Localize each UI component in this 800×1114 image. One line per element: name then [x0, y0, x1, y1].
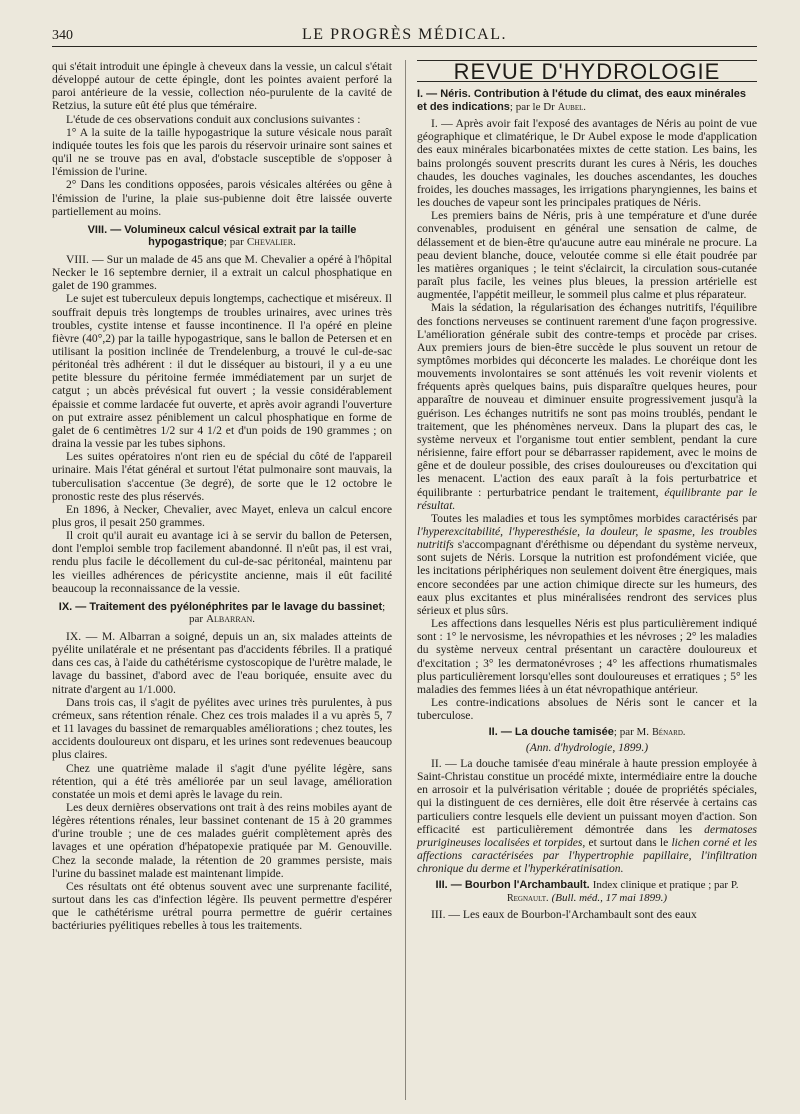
- paragraph: VIII. — Sur un malade de 45 ans que M. Chevalier a opéré à l'hôpital Necker le 16 septembre dernier, il a extrait un calcul phosphatique en galet de 190 grammes.: [52, 252, 392, 293]
- paragraph: Les deux dernières observations ont trait à des reins mobiles ayant de légères rétentions rénales, leur bassinet contenant de 15 à 20 grammes d'urine trouble ; une de ces malades guérit complètement après des lavages et une opération d'hépatopexie pratiquée par M. Genouville. Chez la seconde malade, la rétention de 20 grammes persiste, mais l'urine du bassinet malade est maintenant limpide.: [52, 800, 392, 880]
- page-header: [52, 22, 757, 47]
- author-name: Chevalier.: [246, 236, 296, 249]
- paragraph: Les contre-indications absolues de Néris sont le cancer et la tuberculose.: [417, 696, 757, 723]
- citation-text: (Ann. d'hydrologie, 1899.): [525, 740, 649, 754]
- paragraph: [417, 512, 757, 617]
- author-name: Bénard.: [652, 727, 686, 739]
- section-title: VIII. — Volumineux calcul vésical extrait par la taille hypogastrique: [87, 223, 357, 249]
- left-column: [52, 60, 392, 933]
- journal-title: LE PROGRÈS MÉDICAL.: [302, 26, 507, 43]
- right-column: [417, 60, 757, 922]
- paragraph: III. — Les eaux de Bourbon-l'Archambault sont des eaux: [431, 908, 697, 922]
- paragraph: Les suites opératoires n'ont rien eu de spécial du côté de l'appareil urinaire. Mais l'état général et surtout l'état pulmonaire sont mauvais, la tuberculisation s'accentue (3e degré), de sorte que le 12 octobre le pronostic reste des plus réservés.: [52, 450, 392, 503]
- section-heading-ii: [417, 726, 757, 740]
- paragraph: Dans trois cas, il s'agit de pyélites avec urines très purulentes, à pus crémeux, sans rétention rénale. Chez ces trois malades il a vu après 5, 7 et 11 lavages du bassinet de remarquables améliorations ; chez toutes, les accidents douloureux ont disparu, et les urines sont redevenues beaucoup plus claires.: [52, 695, 392, 762]
- section-heading-i: [417, 88, 757, 114]
- byline: ; par: [223, 236, 244, 249]
- paragraph: 2° Dans les conditions opposées, parois vésicales altérées ou gêne à l'émission de l'urine, la plaie sus-pubienne doit être laissée ouverte partiellement au moins.: [52, 178, 392, 218]
- emphasis: équilibrante par le résultat.: [417, 485, 757, 512]
- byline: ; par le Dr: [509, 100, 555, 113]
- section-heading-iii: [417, 879, 757, 905]
- emphasis: l'hyperexcitabilité, l'hyperesthésie, la douleur, le spasme, les troubles nutritifs: [417, 525, 757, 552]
- section-title: II. — La douche tamisée: [488, 726, 614, 739]
- paragraph: Chez une quatrième malade il s'agit d'une pyélite légère, sans rétention, qui a été très améliorée par un seul lavage, amélioration constatée un mois et demi après le lavage du rein.: [52, 761, 392, 801]
- author-name: Aubel.: [557, 101, 586, 113]
- byline: ; par M.: [613, 726, 650, 739]
- page-number: 340: [52, 28, 73, 43]
- section-heading-ix: [52, 601, 392, 626]
- paragraph: Les premiers bains de Néris, pris à une température et d'une durée convenables, produisent en général une sensation de calme, de délassement et de bien-être qu'aucune autre eau minérale ne procure. La peau devient blanche, douce, veloutée comme si elle était poudrée par les matières organiques ; le teint s'éclaircit, la circulation sous-cutanée paraît plus facile, les veines plus bleues, la pression artérielle est augmentée, l'appétit meilleur, le sommeil plus calme et plus réparateur.: [417, 209, 757, 302]
- author-name: Albarran.: [206, 613, 256, 626]
- subtitle: Index clinique et pratique ; par P.: [592, 879, 739, 892]
- text-run: Mais la sédation, la régularisation des échanges nutritifs, l'équilibre des fonctions nerveuses se continuent rarement d'une façon progressive. L'amélioration générale subit des contre-temps et procède par crises. Aux premiers jours de bien-être succède le plus souvent un retour de symptômes morbides qui déconcerte les malades. Le choréique dont les mouvements involontaires se sont atténués les voit revenir violents et fréquents après quelques bains, puis disparaître quelques heures, pour apparaître de nouveau et diminuer ensuite progressivement jusqu'à la guérison. Les échanges nutritifs ne sont pas moins troublés, pendant le traitement, que les phénomènes nerveux. Dans la plupart des cas, le système nerveux et l'organisme tout entier semblent, pendant la cure nérisienne, faire effort pour se débarrasser rapidement, avec le moins de gêne et de douleur possible, des crises douloureuses ou d'excitation qui les menacent. L'action des eaux paraît à la fois perturbatrice et équilibrante : perturbatrice pendant le traitement,: [417, 301, 757, 499]
- paragraph: qui s'était introduit une épingle à cheveux dans la vessie, un calcul s'était développé autour de cette épingle, dont les pointes avaient perforé la paroi antérieure de la vessie, collection néo-purulente de la cavité de Retzius, la suture eût été plus que téméraire.: [52, 60, 392, 113]
- author-name: Regnault.: [506, 892, 549, 904]
- revue-title: REVUE D'HYDROLOGIE: [417, 60, 757, 82]
- paragraph: Il croit qu'il aurait eu avantage ici à se servir du ballon de Petersen, dont l'emploi semble trop facilement abandonné. Il n'eût pas, il est vrai, rendu plus facile le décollement du cul-de-sac péritonéal, maintenu par les vieilles adhérences de péricystite ancienne, mais il eût facilité beaucoup la reconnaissance de la vessie.: [52, 529, 392, 595]
- paragraph: I. — Après avoir fait l'exposé des avantages de Néris au point de vue géographique et climatérique, le Dr Aubel expose le mode d'application des eaux minérales bicarbonatées mixtes de cette station. Les bains, les bains prolongés souvent prescrits durant les cures à Néris, les douches chaudes, les douches vaginales, les douches ascendantes, les douches froides, les douches massages, les irrigations pharyngiennes, les bains et les douches de vapeur sont les principales pratiques de Néris.: [417, 117, 757, 210]
- section-title: IX. — Traitement des pyélonéphrites par le lavage du bassinet: [58, 600, 383, 613]
- paragraph: Ces résultats ont été obtenus souvent avec une surprenante facilité, surtout dans les cas d'infection légère. Ils peuvent permettre d'espérer que le cathétérisme urétral pourra permettre de guérir certaines bactériuries pyélitiques rebelles à tous les traitements.: [52, 879, 392, 933]
- paragraph: En 1896, à Necker, Chevalier, avec Mayet, enleva un calcul encore plus gros, il pesait 250 grammes.: [52, 502, 392, 529]
- text-run: s'accompagnant d'éréthisme ou dépendant du système nerveux, sont sujets de Néris. Lorsque la nutrition est profondément viciée, que les incitations périphériques non seulement doivent être énergiques, mais encore secondées par une action chimique directe sur les humeurs, des eaux plus excitantes et plus minéralisées rendront des services plus sérieux et plus sûrs.: [417, 538, 757, 617]
- citation: [417, 741, 757, 754]
- byline: ; par: [188, 600, 386, 626]
- paragraph: L'étude de ces observations conduit aux conclusions suivantes :: [66, 112, 361, 126]
- text-run: et surtout dans le: [588, 835, 669, 849]
- paragraph: [417, 301, 757, 512]
- section-title: III. — Bourbon l'Archambault.: [435, 879, 590, 892]
- emphasis: dermatoses prurigineuses localisées et torpides,: [417, 822, 757, 849]
- citation-text: (Bull. méd., 17 mai 1899.): [551, 891, 668, 904]
- column-divider: [405, 60, 406, 1100]
- section-heading-viii: [52, 224, 392, 249]
- text-run: II. — La douche tamisée d'eau minérale à haute pression employée à Saint-Christau constitue un procédé mixte, intermédiaire entre la douche en arrosoir et la pulvérisation véritable ; douée de propriétés spéciales, qui la distinguent de ces dernières, elle doit être réservée à certains cas particuliers contre lesquels elle devient un puissant moyen d'action. Son efficacité est particulièrement démontrée dans les: [417, 757, 757, 836]
- paragraph: 1° A la suite de la taille hypogastrique la suture vésicale nous paraît indiquée toutes les fois que les parois du réservoir urinaire sont saines et qu'il ne se trouve pas en aval, d'obstacle susceptible de s'opposer à l'émission de l'urine.: [52, 125, 392, 179]
- text-run: Toutes les maladies et tous les symptômes morbides caractérisés par: [431, 511, 757, 525]
- section-title: I. — Néris. Contribution à l'étude du climat, des eaux minérales et des indications: [417, 88, 747, 113]
- paragraph: [417, 757, 757, 875]
- paragraph: IX. — M. Albarran a soigné, depuis un an, six malades atteints de pyélite unilatérale et ne présentant pas d'accidents fébriles. Il a pratiqué dans ces cas, à l'aide du cathétérisme cystoscopique de l'urètre malade, le lavage du bassinet, d'abord avec de l'eau boriquée, ensuite avec du nitrate d'argent au 1/1.000.: [52, 629, 392, 696]
- emphasis: lichen corné et les affections caractérisées par l'hypertrophie papillaire, l'infiltration chronique du derme et l'hyperkératinisation.: [417, 835, 757, 876]
- paragraph: Les affections dans lesquelles Néris est plus particulièrement indiqué sont : 1° le nervosisme, les névropathies et les névroses ; 2° les maladies du système nerveux central présentant un caractère douloureux et d'excitation ; 3° les dermatonévroses ; 4° les affections rhumatismales plus particulièrement lorsqu'elles sont douloureuses et erratiques ; 5° les maladies des femmes liées à un état névropathique antérieur.: [417, 617, 757, 696]
- paragraph: Le sujet est tuberculeux depuis longtemps, cachectique et miséreux. Il souffrait depuis très longtemps de troubles urinaires, avec urines très troubles, cystite intense et fausse incontinence. Il l'a opéré en pleine fièvre (40°,2) par la taille hypogastrique, sans le ballon de Petersen et en utilisant la position inclinée de Trendelenburg, a trouvé le cul-de-sac péritonéal très adhérent : il dut le disséquer au bistouri, il y a eu une petite blessure du péritoine fermée immédiatement par un surjet de catgut ; un abcès prévésical fut ouvert ; la vessie considérablement épaissie et comme lardacée fut ouverte, et après avoir agrandi l'ouverture on put extraire assez péniblement un calcul phosphatique en forme de galet de 6 centimètres 1/2 sur 4 1/2 et d'un poids de 190 grammes ; on draina la vessie par les tubes siphons.: [52, 292, 392, 451]
